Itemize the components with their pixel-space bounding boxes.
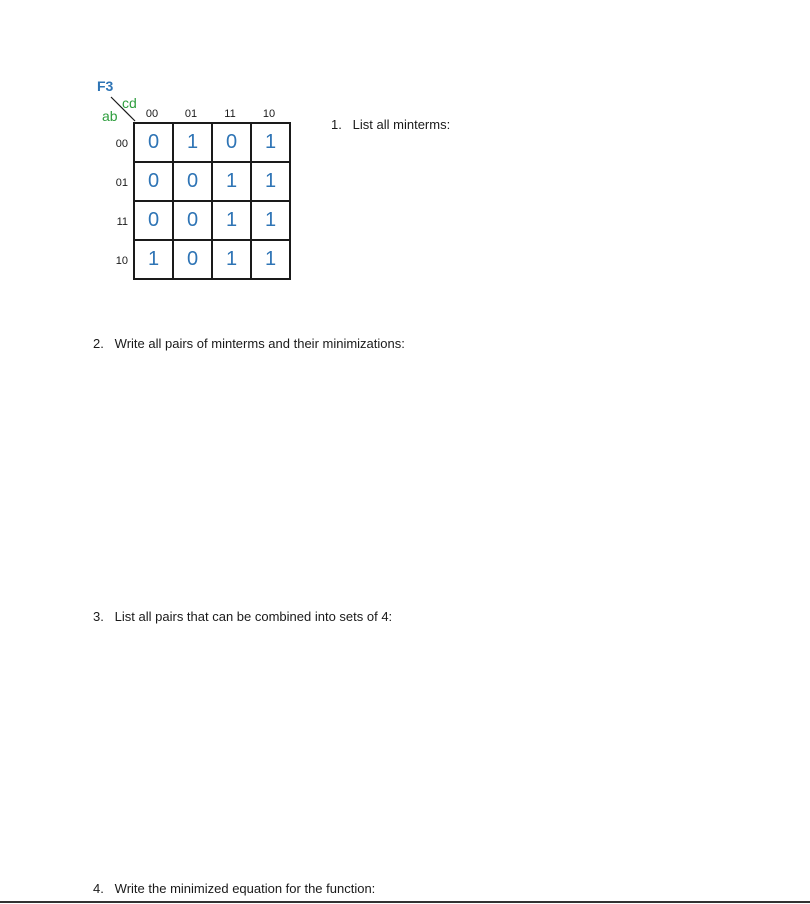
kmap-row-variable: ab (102, 108, 118, 124)
kmap-col-header: 10 (262, 108, 276, 120)
kmap-cell: 1 (251, 240, 290, 279)
kmap-cell: 1 (173, 123, 212, 162)
kmap-cell: 0 (134, 162, 173, 201)
kmap-cell: 0 (173, 162, 212, 201)
kmap-cell: 0 (212, 123, 251, 162)
kmap-row (134, 162, 290, 201)
kmap-row-header: 11 (116, 216, 128, 228)
kmap-cell: 0 (134, 201, 173, 240)
kmap-cell: 1 (212, 201, 251, 240)
question-4: 4. Write the minimized equation for the function: (93, 881, 376, 896)
kmap-row (134, 201, 290, 240)
kmap-cell: 1 (251, 123, 290, 162)
kmap-title: F3 (97, 78, 114, 94)
kmap-cell: 1 (251, 201, 290, 240)
kmap-row-header: 00 (115, 138, 128, 150)
kmap-row (134, 123, 290, 162)
kmap-row-header: 01 (115, 177, 128, 189)
karnaugh-map-grid (133, 122, 291, 280)
kmap-cell: 1 (212, 162, 251, 201)
question-3: 3. List all pairs that can be combined into sets of 4: (93, 609, 393, 624)
kmap-cell: 1 (134, 240, 173, 279)
kmap-cell: 1 (212, 240, 251, 279)
kmap-cell: 0 (173, 201, 212, 240)
kmap-column-variable: cd (122, 95, 137, 111)
kmap-cell: 0 (173, 240, 212, 279)
kmap-col-header: 11 (224, 108, 236, 120)
kmap-col-header: 00 (145, 108, 159, 120)
question-2: 2. Write all pairs of minterms and their minimizations: (93, 336, 405, 351)
kmap-cell: 0 (134, 123, 173, 162)
question-1: 1. List all minterms: (331, 117, 451, 132)
kmap-col-header: 01 (184, 108, 198, 120)
kmap-cell: 1 (251, 162, 290, 201)
page-bottom-rule (0, 901, 810, 903)
kmap-row (134, 240, 290, 279)
kmap-row-header: 10 (115, 255, 128, 267)
